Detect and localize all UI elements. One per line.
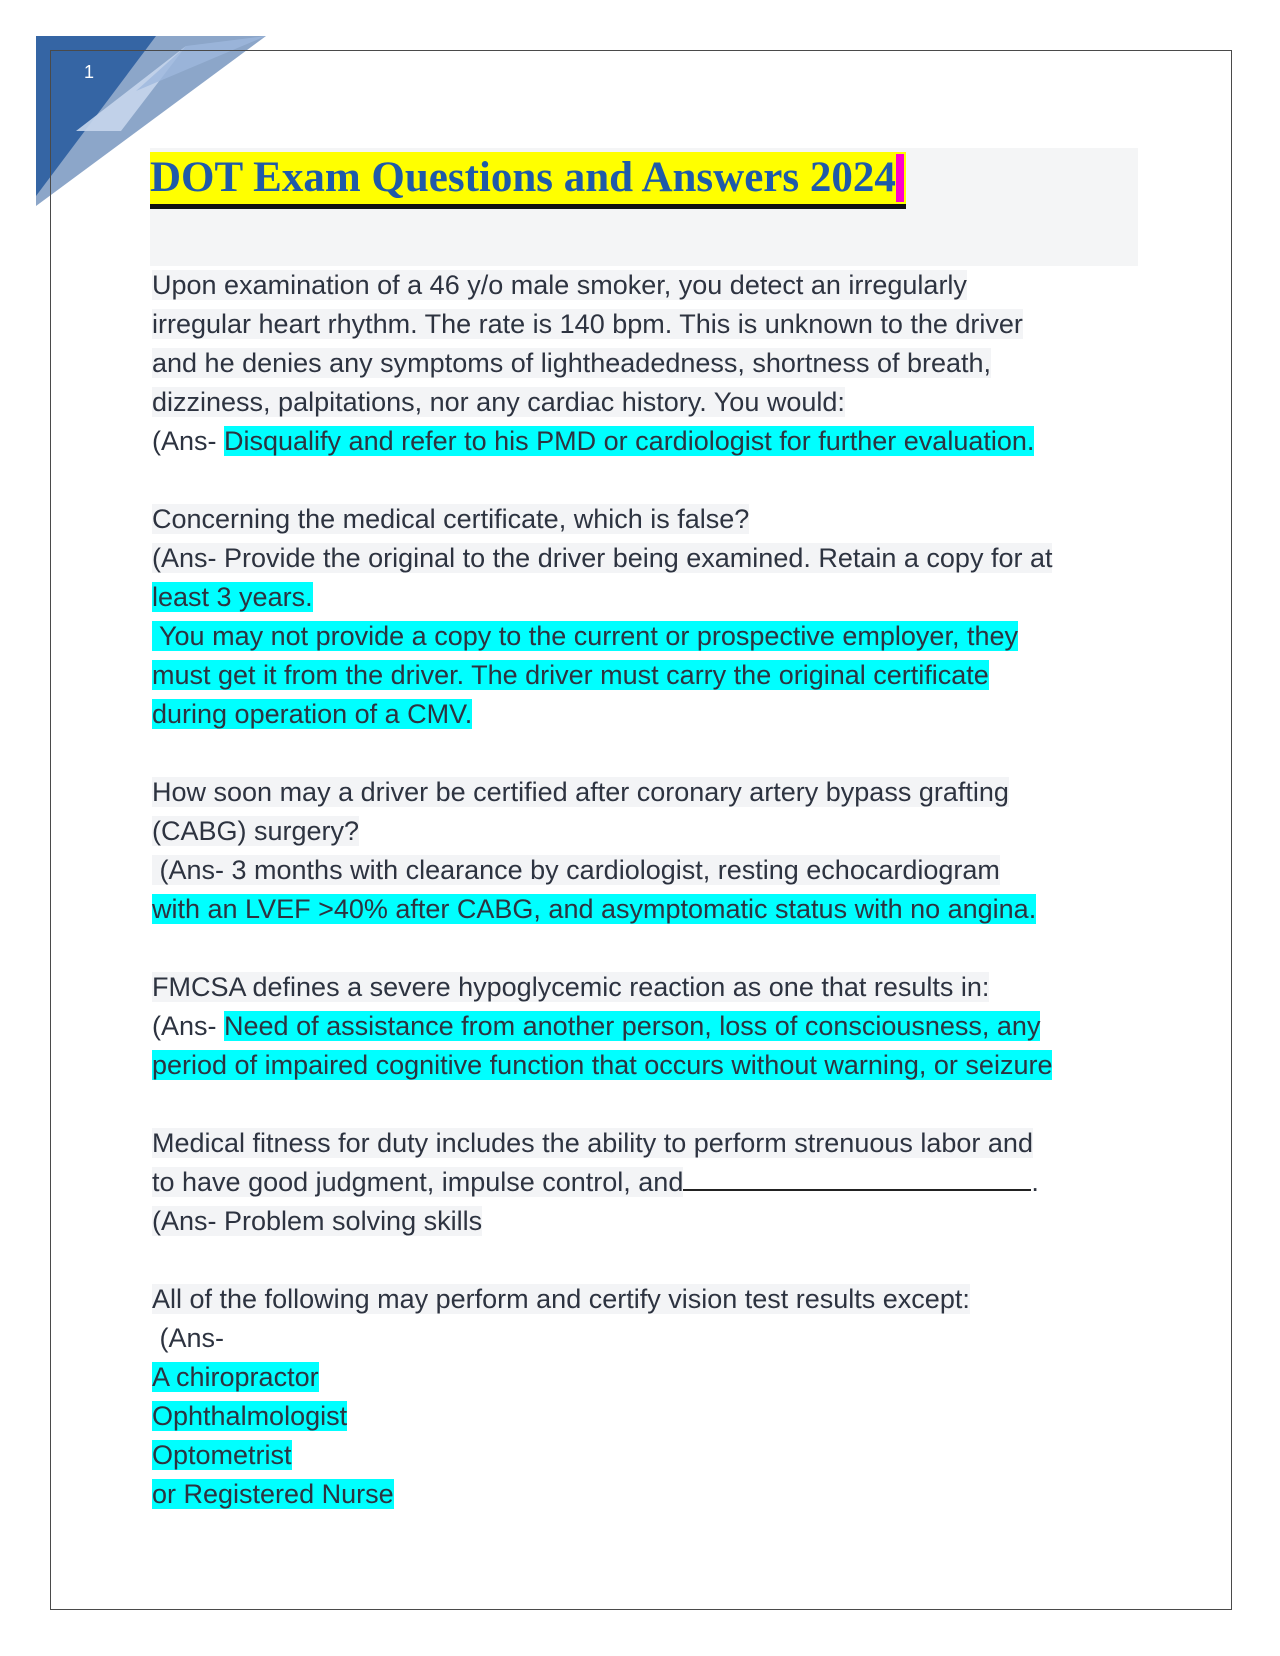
q2-answer-line: (Ans- Provide the original to the driver being examined. Retain a copy for at [152, 543, 1053, 573]
q5-answer: (Ans- Problem solving skills [152, 1206, 483, 1236]
q4-answer-line: period of impaired cognitive function that occurs without warning, or seizure [152, 1050, 1053, 1080]
text-cursor [896, 154, 904, 202]
q6-option: Optometrist [152, 1440, 292, 1470]
question-4 [152, 968, 1142, 1085]
q2-answer-line: must get it from the driver. The driver must carry the original certificate [152, 660, 989, 690]
question-3 [152, 773, 1142, 929]
document-title [150, 152, 906, 209]
page-number: 1 [84, 62, 95, 82]
q1-line: and he denies any symptoms of lightheadedness, shortness of breath, [152, 348, 992, 378]
q6-question: All of the following may perform and certify vision test results except: [152, 1284, 970, 1314]
q5-line: to have good judgment, impulse control, and [152, 1167, 684, 1197]
q2-answer-line: You may not provide a copy to the current or prospective employer, they [152, 621, 1018, 651]
q4-question: FMCSA defines a severe hypoglycemic reaction as one that results in: [152, 972, 990, 1002]
q4-answer-prefix: (Ans- [152, 1011, 225, 1041]
title-text: DOT Exam Questions and Answers 2024 [150, 154, 896, 201]
question-6 [152, 1280, 1142, 1514]
q2-answer-line: least 3 years. [152, 582, 313, 612]
q5-line: Medical fitness for duty includes the ability to perform strenuous labor and [152, 1128, 1033, 1158]
q3-answer-line: (Ans- 3 months with clearance by cardiologist, resting echocardiogram [152, 855, 1000, 885]
q6-option: Ophthalmologist [152, 1401, 348, 1431]
q5-line-end: . [1031, 1167, 1039, 1197]
q2-question: Concerning the medical certificate, which is false? [152, 504, 750, 534]
q3-line: How soon may a driver be certified after coronary artery bypass grafting [152, 777, 1009, 807]
q1-answer-prefix: (Ans- [152, 426, 225, 456]
q1-answer: Disqualify and refer to his PMD or cardiologist for further evaluation. [224, 426, 1035, 456]
q3-answer-line: with an LVEF >40% after CABG, and asymptomatic status with no angina. [152, 894, 1037, 924]
q6-answer-prefix: (Ans- [152, 1323, 225, 1353]
q6-option: or Registered Nurse [152, 1479, 394, 1509]
question-1 [152, 266, 1142, 461]
fill-in-blank [683, 1163, 1031, 1191]
question-5 [152, 1124, 1142, 1241]
question-2 [152, 500, 1142, 734]
document-body [152, 266, 1142, 1514]
q3-line: (CABG) surgery? [152, 816, 360, 846]
q2-answer-line: during operation of a CMV. [152, 699, 473, 729]
q4-answer-line: Need of assistance from another person, loss of consciousness, any [224, 1011, 1041, 1041]
q1-line: irregular heart rhythm. The rate is 140 bpm. This is unknown to the driver [152, 309, 1023, 339]
q1-line: Upon examination of a 46 y/o male smoker, you detect an irregularly [152, 270, 967, 300]
q6-option: A chiropractor [152, 1362, 319, 1392]
q1-line: dizziness, palpitations, nor any cardiac history. You would: [152, 387, 845, 417]
